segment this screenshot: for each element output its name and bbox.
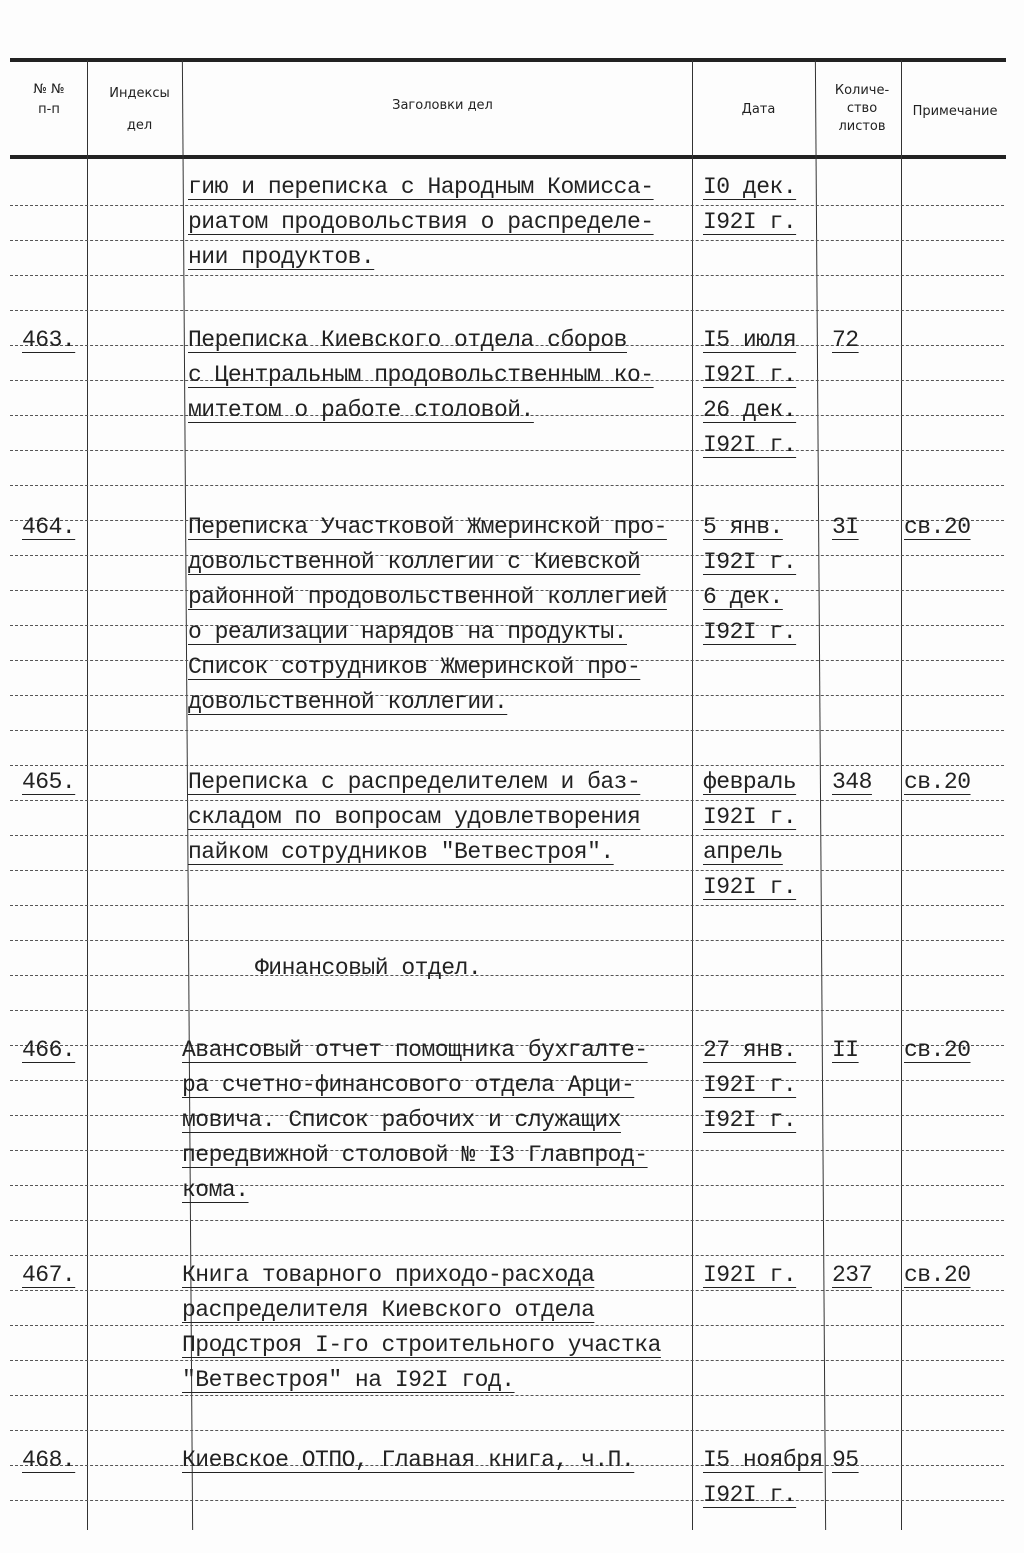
entry-title-line: гию и переписка с Народным Комисса- xyxy=(188,174,654,200)
ruled-line xyxy=(10,730,1004,731)
entry-date-line: I5 ноября xyxy=(703,1447,823,1473)
header-count-2: ство xyxy=(846,101,878,116)
entry-title-line: Продстроя I-го строительного участка xyxy=(182,1332,661,1358)
column-divider xyxy=(692,60,693,1530)
entry-date-line: I92I г. xyxy=(703,804,797,830)
entry-date-line: 27 янв. xyxy=(703,1037,797,1063)
ruled-line xyxy=(10,1395,1004,1396)
ruled-line xyxy=(10,870,1004,871)
ruled-line xyxy=(10,835,1004,836)
header-count-1: Количе- xyxy=(834,83,890,98)
entry-note: св.20 xyxy=(904,1262,971,1288)
column-divider xyxy=(87,60,88,1530)
header-index-sub: дел xyxy=(126,118,153,133)
entry-title-line: Переписка с распределителем и баз- xyxy=(188,769,641,795)
entry-title-line: пайком сотрудников "Ветвестроя". xyxy=(188,839,614,865)
entry-date-line: I92I г. xyxy=(703,1262,797,1288)
ruled-line xyxy=(10,1220,1004,1221)
ruled-line xyxy=(10,310,1004,311)
header-count-3: листов xyxy=(838,119,886,134)
entry-title-line: "Ветвестроя" на I92I год. xyxy=(182,1367,515,1393)
ruled-line xyxy=(10,485,1004,486)
entry-date-line: I92I г. xyxy=(703,209,797,235)
header-index-label: Индексы xyxy=(109,86,170,101)
header-title: Заголовки дел xyxy=(392,98,493,113)
entry-title-line: с Центральным продовольственным ко- xyxy=(188,362,654,388)
header-note: Примечание xyxy=(912,104,998,119)
entry-date-line: 6 дек. xyxy=(703,584,783,610)
entry-date-line: I92I г. xyxy=(703,549,797,575)
ruled-line xyxy=(10,450,1004,451)
entry-title-line: Авансовый отчет помощника бухгалте- xyxy=(182,1037,648,1063)
entry-title-line: митетом о работе столовой. xyxy=(188,397,534,423)
sheet-count: 3I xyxy=(832,514,859,540)
entry-date-line: 5 янв. xyxy=(703,514,783,540)
header-count xyxy=(824,82,900,136)
entry-title-line: кома. xyxy=(182,1177,249,1203)
entry-number: 463. xyxy=(22,327,76,353)
entry-date-line: I0 дек. xyxy=(703,174,797,200)
sheet-count: 72 xyxy=(832,327,859,353)
ruled-line xyxy=(10,240,1004,241)
entry-number: 467. xyxy=(22,1262,76,1288)
entry-title-line: довольственной коллегии. xyxy=(188,689,508,715)
ruled-line xyxy=(10,1500,1004,1501)
entry-title-line: Переписка Участковой Жмеринской про- xyxy=(188,514,667,540)
entry-number: 466. xyxy=(22,1037,76,1063)
entry-date-line: февраль xyxy=(703,769,797,795)
entry-date-line: I92I г. xyxy=(703,874,797,900)
entry-number: 465. xyxy=(22,769,76,795)
entry-date-line: 26 дек. xyxy=(703,397,797,423)
section-heading: Финансовый отдел. xyxy=(255,955,482,981)
header-top-rule xyxy=(10,58,1006,62)
ruled-line xyxy=(10,905,1004,906)
entry-number: 464. xyxy=(22,514,76,540)
header-num-sub: п-п xyxy=(38,102,60,117)
entry-title-line: Книга товарного приходо-расхода xyxy=(182,1262,595,1288)
entry-title-line: Список сотрудников Жмеринской про- xyxy=(188,654,641,680)
entry-title-line: ра счетно-финансового отдела Арци- xyxy=(182,1072,635,1098)
entry-date-line: I92I г. xyxy=(703,362,797,388)
column-divider xyxy=(815,60,826,1530)
entry-title-line: мовича. Список рабочих и служащих xyxy=(182,1107,621,1133)
ruled-line xyxy=(10,275,1004,276)
ruled-line xyxy=(10,765,1004,766)
entry-date-line: апрель xyxy=(703,839,783,865)
ruled-line xyxy=(10,1255,1004,1256)
ruled-line xyxy=(10,1325,1004,1326)
entry-title-line: довольственной коллегии с Киевской xyxy=(188,549,641,575)
entry-title-line: распределителя Киевского отдела xyxy=(182,1297,595,1323)
entry-title-line: передвижной столовой № I3 Главпрод- xyxy=(182,1142,648,1168)
ruled-line xyxy=(10,1010,1004,1011)
ruled-line xyxy=(10,1360,1004,1361)
ruled-line xyxy=(10,205,1004,206)
header-date: Дата xyxy=(741,102,776,117)
column-divider xyxy=(901,60,902,1530)
ruled-line xyxy=(10,1185,1004,1186)
ruled-line xyxy=(10,800,1004,801)
ruled-line xyxy=(10,1290,1004,1291)
header-num-label: № № xyxy=(33,82,65,97)
entry-date-line: I92I г. xyxy=(703,1072,797,1098)
entry-note: св.20 xyxy=(904,1037,971,1063)
entry-title-line: районной продовольственной коллегией xyxy=(188,584,667,610)
entry-title-line: Переписка Киевского отдела сборов xyxy=(188,327,627,353)
sheet-count: 95 xyxy=(832,1447,859,1473)
header-index xyxy=(92,78,187,142)
entry-title-line: о реализации нарядов на продукты. xyxy=(188,619,627,645)
entry-title-line: складом по вопросам удовлетворения xyxy=(188,804,641,830)
entry-date-line: I92I г. xyxy=(703,432,797,458)
sheet-count: II xyxy=(832,1037,859,1063)
ruled-line xyxy=(10,940,1004,941)
sheet-count: 237 xyxy=(832,1262,872,1288)
entry-note: св.20 xyxy=(904,514,971,540)
entry-title-line: риатом продовольствия о распределе- xyxy=(188,209,654,235)
entry-date-line: I92I г. xyxy=(703,619,797,645)
entry-title-line: Киевское ОТПО, Главная книга, ч.П. xyxy=(182,1447,635,1473)
header-bottom-rule xyxy=(10,155,1006,159)
entry-note: св.20 xyxy=(904,769,971,795)
entry-date-line: I92I г. xyxy=(703,1107,797,1133)
ruled-line xyxy=(10,1430,1004,1431)
ruled-line xyxy=(10,975,1004,976)
entry-title-line: нии продуктов. xyxy=(188,244,375,270)
sheet-count: 348 xyxy=(832,769,872,795)
entry-date-line: I92I г. xyxy=(703,1482,797,1508)
header-num xyxy=(18,80,80,120)
entry-date-line: I5 июля xyxy=(703,327,797,353)
entry-number: 468. xyxy=(22,1447,76,1473)
